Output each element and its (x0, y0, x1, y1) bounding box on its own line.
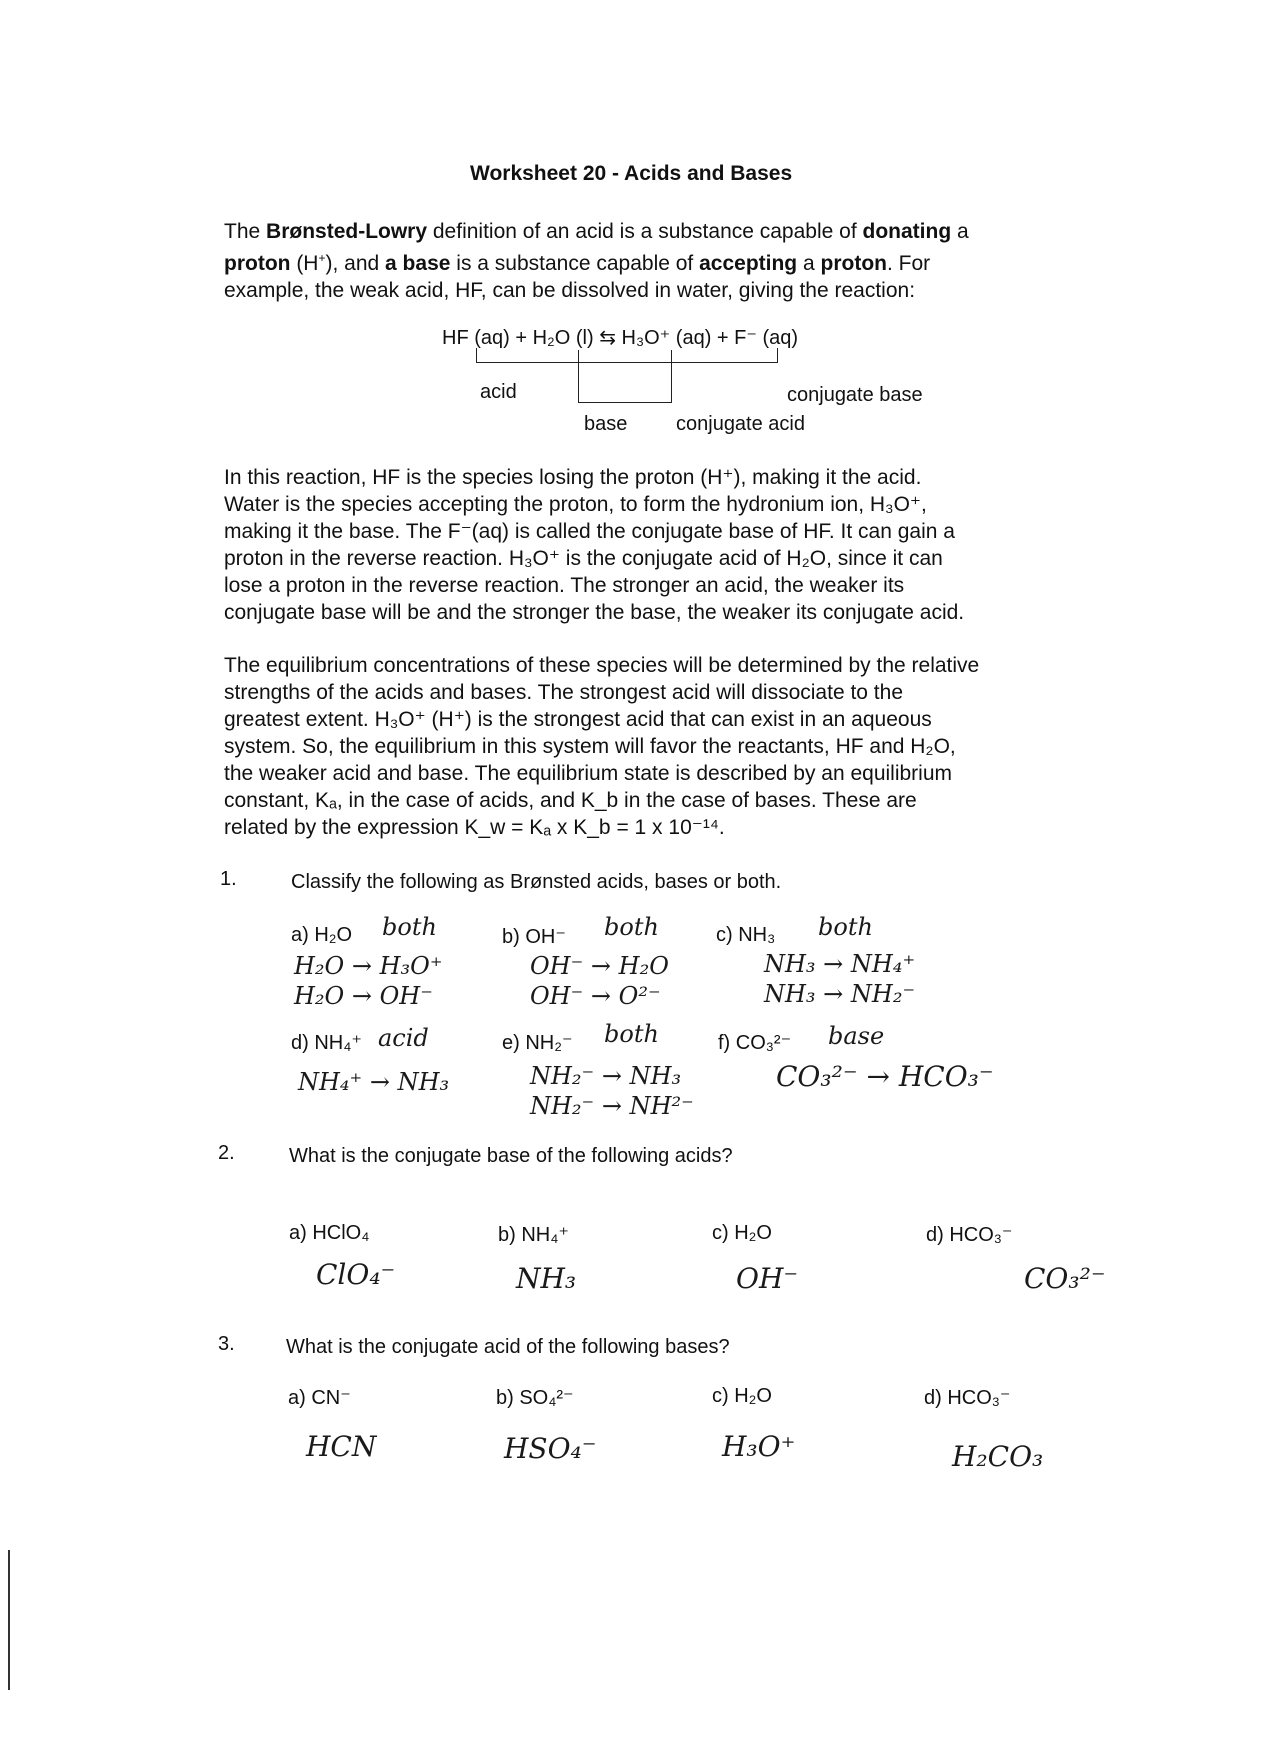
q2-item-a-answer: ClO₄⁻ (316, 1258, 396, 1291)
question-1-number: 1. (220, 868, 237, 890)
q3-item-d-label: d) HCO₃⁻ (924, 1387, 1011, 1409)
intro-paragraph (224, 218, 1084, 304)
q1-item-b-work: OH⁻ → H₂O (530, 952, 669, 980)
intro-line-1: The Brønsted-Lowry definition of an acid is a substance capable of donating a (224, 220, 969, 243)
base-conjugate-acid-bracket (578, 350, 672, 403)
para2-line: making it the base. The F⁻(aq) is called the conjugate base of HF. It can gain a (224, 520, 955, 543)
q1-item-b-answer: both (604, 913, 659, 941)
q3-item-c-label: c) H₂O (712, 1385, 772, 1407)
para3-line: constant, Kₐ, in the case of acids, and K_b in the case of bases. These are (224, 789, 917, 812)
para2-line: lose a proton in the reverse reaction. The stronger an acid, the weaker its (224, 574, 905, 597)
q3-item-c-answer: H₃O⁺ (722, 1430, 796, 1463)
q3-item-b-label: b) SO₄²⁻ (496, 1387, 574, 1409)
q1-item-f-answer: base (828, 1022, 885, 1050)
para2-line: proton in the reverse reaction. H₃O⁺ is the conjugate acid of H₂O, since it can (224, 547, 943, 570)
intro-line-3: example, the weak acid, HF, can be dissolved in water, giving the reaction: (224, 279, 916, 302)
q3-item-a-answer: HCN (306, 1430, 377, 1463)
q3-item-d-answer: H₂CO₃ (952, 1440, 1044, 1473)
q1-item-e-work: NH₂⁻ → NH²⁻ (530, 1092, 694, 1120)
para2-line: conjugate base will be and the stronger the base, the weaker its conjugate acid. (224, 601, 965, 624)
q1-item-b-work: OH⁻ → O²⁻ (530, 982, 661, 1010)
para3-line: strengths of the acids and bases. The strongest acid will dissociate to the (224, 681, 903, 704)
page-title: Worksheet 20 - Acids and Bases (470, 162, 793, 185)
q1-item-c-label: c) NH₃ (716, 924, 776, 946)
question-2-number: 2. (218, 1142, 235, 1164)
q1-item-b-label: b) OH⁻ (502, 926, 566, 948)
q2-item-c-answer: OH⁻ (736, 1262, 799, 1295)
para2-line: In this reaction, HF is the species losing the proton (H⁺), making it the acid. (224, 466, 922, 489)
equilibrium-paragraph (224, 652, 1084, 841)
q1-item-a-work: H₂O → OH⁻ (294, 982, 433, 1010)
q1-item-d-label: d) NH₄⁺ (291, 1032, 362, 1054)
q2-item-c-label: c) H₂O (712, 1222, 772, 1244)
label-conjugate-base: conjugate base (787, 384, 923, 406)
para3-line: greatest extent. H₃O⁺ (H⁺) is the strongest acid that can exist in an aqueous (224, 708, 932, 731)
question-3-text: What is the conjugate acid of the following bases? (286, 1336, 730, 1358)
question-2-text: What is the conjugate base of the following acids? (289, 1145, 733, 1167)
q3-item-a-label: a) CN⁻ (288, 1387, 351, 1409)
para3-line: The equilibrium concentrations of these species will be determined by the relative (224, 654, 980, 677)
q2-item-a-label: a) HClO₄ (289, 1222, 370, 1244)
q1-item-e-answer: both (604, 1020, 659, 1048)
q1-item-e-work: NH₂⁻ → NH₃ (530, 1062, 682, 1090)
q1-item-a-work: H₂O → H₃O⁺ (294, 952, 443, 980)
q3-item-b-answer: HSO₄⁻ (504, 1432, 597, 1465)
q2-item-b-answer: NH₃ (516, 1262, 577, 1295)
q1-item-a-label: a) H₂O (291, 924, 353, 946)
question-1-text: Classify the following as Brønsted acids, bases or both. (291, 871, 782, 893)
q1-item-d-work: NH₄⁺ → NH₃ (298, 1068, 450, 1096)
q1-item-d-answer: acid (378, 1024, 429, 1052)
explanation-paragraph (224, 464, 1084, 626)
para3-line: the weaker acid and base. The equilibrium state is described by an equilibrium (224, 762, 953, 785)
para2-line: Water is the species accepting the proton, to form the hydronium ion, H₃O⁺, (224, 493, 927, 516)
q2-item-d-answer: CO₃²⁻ (1024, 1262, 1106, 1295)
para3-line: system. So, the equilibrium in this system will favor the reactants, HF and H₂O, (224, 735, 956, 758)
label-base: base (584, 413, 628, 435)
intro-line-2: proton (H+), and a base is a substance capable of accepting a proton. For (224, 251, 931, 275)
q1-item-a-answer: both (382, 913, 437, 941)
q1-item-f-label: f) CO₃²⁻ (718, 1032, 792, 1054)
q1-item-f-work: CO₃²⁻ → HCO₃⁻ (776, 1060, 994, 1093)
q2-item-b-label: b) NH₄⁺ (498, 1224, 569, 1246)
reaction-equation: HF (aq) + H₂O (l) ⇆ H₃O⁺ (aq) + F⁻ (aq) (442, 327, 799, 349)
q2-item-d-label: d) HCO₃⁻ (926, 1224, 1013, 1246)
q1-item-e-label: e) NH₂⁻ (502, 1032, 573, 1054)
label-conjugate-acid: conjugate acid (676, 413, 805, 435)
para3-line: related by the expression K_w = Kₐ x K_b = 1 x 10⁻¹⁴. (224, 816, 725, 839)
q1-item-c-work: NH₃ → NH₄⁺ (764, 950, 916, 978)
scan-margin-line (8, 1550, 10, 1690)
q1-item-c-work: NH₃ → NH₂⁻ (764, 980, 916, 1008)
q1-item-c-answer: both (818, 913, 873, 941)
label-acid: acid (480, 381, 517, 403)
question-3-number: 3. (218, 1333, 235, 1355)
